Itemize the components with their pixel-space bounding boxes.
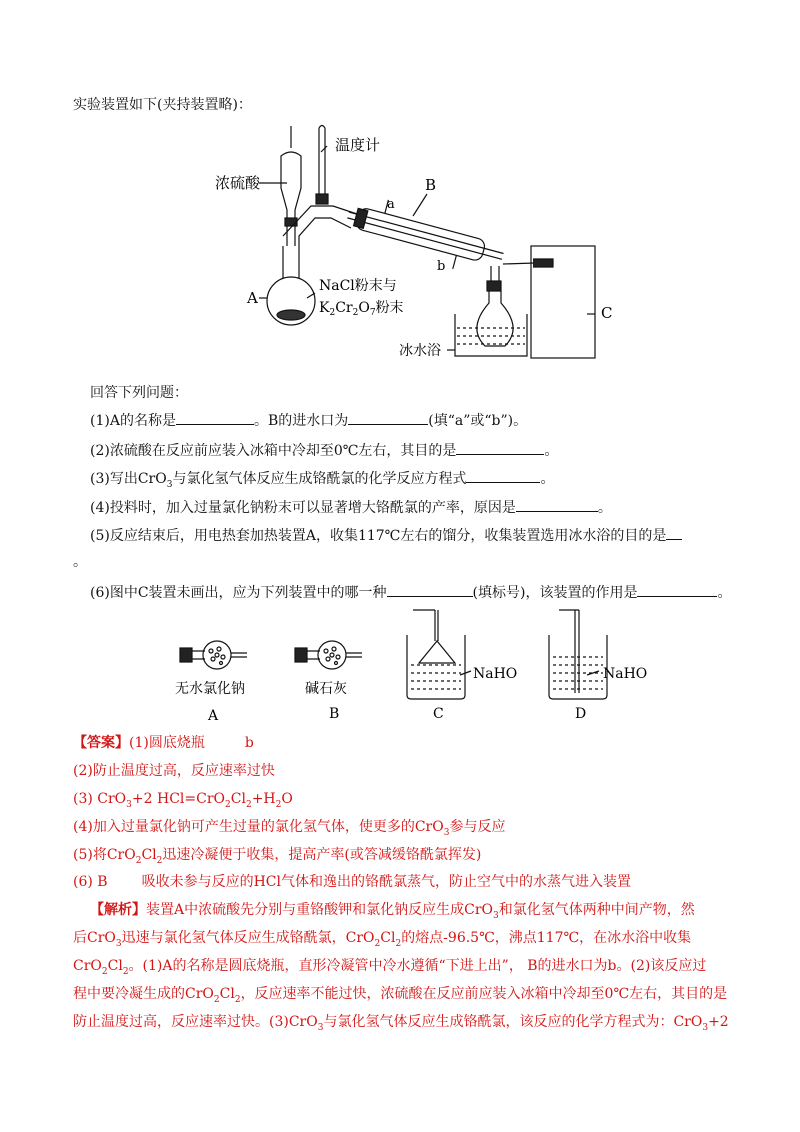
label-B: B [425,176,437,194]
analysis-line-2: 后CrO$_3$迅速与氯化氢气体反应生成铬酰氯，$CrO_2Cl_2$的熔点-96.5℃，沸点117℃，在冰水浴中收集 [73,930,692,949]
label-icebath: 冰水浴 [399,343,441,359]
analysis-line-4: 程中要冷凝生成的$CrO_2Cl_2$，反应速率不能过快，浓硫酸在反应前应装入冰箱中冷却至0℃左右，其目的是 [73,986,728,1005]
question-5: (5)反应结束后，用电热套加热装置A，收集117℃左右的馏分，收集装置选用冰水浴的目的是 [90,525,682,545]
answer-4: (4)加入过量氯化钠可产生过量的氯化氢气体，使更多的CrO$_3$参与反应 [73,819,506,838]
questions-header: 回答下列问题： [90,385,188,401]
question-3: (3)写出CrO$_3$与氯化氢气体反应生成铬酰氯的化学反应方程式 。 [90,468,554,494]
answer-3: (3) CrO$_3$+2 $HCl=CrO_2Cl_2+H_2O$ [73,791,293,810]
option-D-label: D [575,706,587,722]
option-A-text: 无水氯化钠 [175,681,245,697]
label-A: A [247,289,258,307]
label-powder-2: $K_2Cr_2O_7$粉末 [319,300,404,318]
condenser [355,207,486,262]
answer-1: 【答案】(1)圆底烧瓶 b [73,735,254,751]
receiver-flask [477,291,513,346]
option-B-text: 碱石灰 [305,681,347,697]
label-powder-1: NaCl粉末与 [319,278,397,294]
option-A-label: A [208,708,219,724]
option-C-beaker-funnel [407,610,471,699]
question-5-end: 。 [73,554,87,570]
option-B-label: B [329,706,340,722]
apparatus-diagram [215,118,635,368]
label-conc-acid: 浓硫酸 [215,174,261,192]
option-B-drying-tube [295,641,362,669]
label-b: b [437,259,446,274]
question-4: (4)投料时，加入过量氯化钠粉末可以显著增大铬酰氯的产率，原因是 。 [90,497,612,517]
label-C: C [601,304,613,322]
intro-text: 实验装置如下(夹持装置略)： [73,97,252,113]
option-A-drying-tube [180,641,247,669]
thermometer [319,126,325,204]
question-1: (1)A的名称是 。B的进水口为 (填“a”或“b”)。 [90,410,527,430]
answer-6: (6) B 吸收未参与反应的HCl气体和逸出的铬酰氯蒸气，防止空气中的水蒸气进入装置 [73,874,631,890]
answer-2: (2)防止温度过高，反应速率过快 [73,763,275,779]
option-C-text: NaHO [473,666,518,682]
analysis-line-1: 【解析】装置A中浓硫酸先分别与重铬酸钾和氯化钠反应生成CrO$_3$和氯化氢气体两种中间产物，然 [90,902,695,921]
question-6: (6)图中C装置未画出，应为下列装置中的哪一种 (填标号)，该装置的作用是 。 [90,582,731,602]
option-D-text: NaHO [603,666,648,682]
options-diagram [175,605,648,725]
ice-bath [455,314,527,356]
option-D-beaker-tube [549,610,607,699]
label-thermometer: 温度计 [335,136,381,154]
analysis-line-3: $CrO_2Cl_2$。(1)A的名称是圆底烧瓶，直形冷凝管中冷水遵循“下进上出”， B的进水口为b。(2)该反应过 [73,958,707,977]
answer-5: (5)将$CrO_2Cl_2$迅速冷凝便于收集，提高产率(或答减缓铬酰氯挥发) [73,847,482,866]
label-a: a [387,197,395,212]
question-2: (2)浓硫酸在反应前应装入冰箱中冷却至0℃左右，其目的是 。 [90,440,558,460]
option-C-label: C [433,706,444,722]
analysis-line-5: 防止温度过高，反应速率过快。(3)CrO$_3$与氯化氢气体反应生成铬酰氯，该反应的化学方程式为：CrO$_3$+2 [73,1014,729,1033]
dropping-funnel [281,152,301,246]
